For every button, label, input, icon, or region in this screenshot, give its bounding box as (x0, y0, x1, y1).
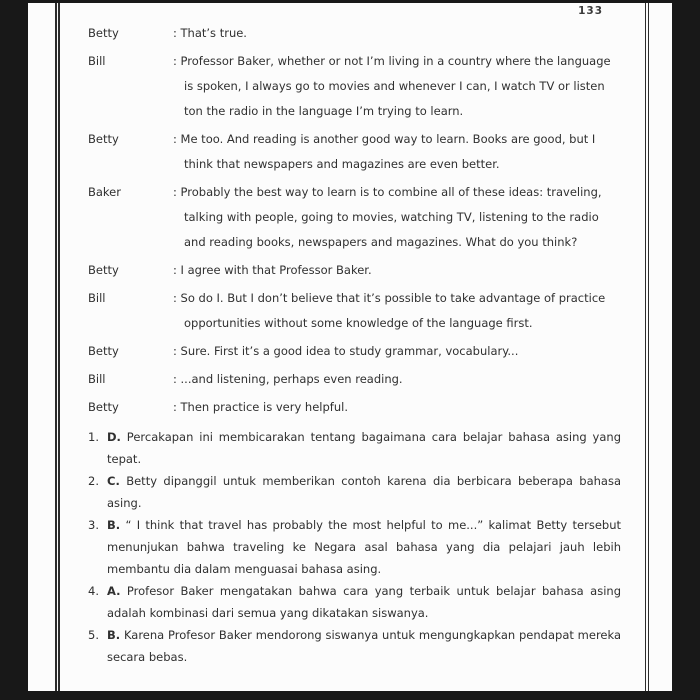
answer-number: 3. (88, 518, 99, 532)
answer-item (88, 580, 621, 624)
dialogue-text: ...and listening, perhaps even reading. (180, 372, 403, 386)
answer-item (88, 470, 621, 514)
dialogue-speaker: Betty (88, 263, 119, 277)
answer-number: 5. (88, 628, 99, 642)
answer-body (107, 426, 621, 470)
dialogue-colon: : (173, 291, 177, 305)
answer-item (88, 624, 621, 668)
dialogue-speaker: Bill (88, 54, 106, 68)
dialogue-speech (173, 367, 621, 392)
page-border-line-right (645, 3, 649, 691)
dialogue-colon: : (173, 185, 177, 199)
dialogue-row (88, 180, 621, 255)
dialogue-speaker: Bill (88, 291, 106, 305)
answer-number: 4. (88, 584, 99, 598)
dialogue-text: Me too. And reading is another good way to learn. Books are good, but I think that newspapers and magazines are even better. (180, 132, 596, 171)
dialogue-row (88, 49, 621, 124)
answer-letter: D. (107, 430, 121, 444)
dialogue-row (88, 127, 621, 177)
dialogue-speech (173, 286, 621, 336)
dialogue-colon: : (173, 344, 177, 358)
dialogue-colon: : (173, 26, 177, 40)
dialogue-speech (173, 127, 621, 177)
dialogue-speaker: Betty (88, 344, 119, 358)
answer-item (88, 426, 621, 470)
dialogue-text: So do I. But I don’t believe that it’s possible to take advantage of practice opportunities without some knowledge of the language first. (180, 291, 606, 330)
dialogue-row (88, 258, 621, 283)
dialogue-speech (173, 258, 621, 283)
answers-section (88, 426, 621, 668)
answer-body (107, 514, 621, 580)
dialogue-text: Probably the best way to learn is to combine all of these ideas: traveling, talking with people, going to movies, watching TV, listening to the radio and reading books, newspapers and magazines. What do you think? (180, 185, 602, 249)
dialogue-speech (173, 180, 621, 255)
dialogue-row (88, 21, 621, 46)
answer-text: “ I think that travel has probably the most helpful to me...” kalimat Betty tersebut menunjukan bahwa traveling ke Negara asal bahasa yang dia pelajari jauh lebih membantu dia dalam menguasai bahasa asing. (107, 518, 621, 576)
answer-letter: C. (107, 474, 120, 488)
dialogue-colon: : (173, 263, 177, 277)
answer-body (107, 624, 621, 668)
dialogue-text: Then practice is very helpful. (180, 400, 348, 414)
answer-body (107, 470, 621, 514)
dialogue-text: Sure. First it’s a good idea to study grammar, vocabulary... (180, 344, 519, 358)
answer-text: Karena Profesor Baker mendorong siswanya untuk mengungkapkan pendapat mereka secara bebas. (107, 628, 621, 664)
dialogue-row (88, 286, 621, 336)
dialogue-section (88, 3, 621, 420)
answer-text: Percakapan ini membicarakan tentang bagaimana cara belajar bahasa asing yang tepat. (107, 430, 621, 466)
dialogue-colon: : (173, 372, 177, 386)
answer-number: 1. (88, 430, 99, 444)
dialogue-text: Professor Baker, whether or not I’m living in a country where the language is spoken, I always go to movies and whenever I can, I watch TV or listen ton the radio in the language I’m trying to learn. (180, 54, 611, 118)
dialogue-colon: : (173, 132, 177, 146)
dialogue-speech (173, 395, 621, 420)
page-number: 133 (578, 5, 603, 17)
dialogue-speech (173, 49, 621, 124)
dialogue-speaker: Betty (88, 400, 119, 414)
answer-number: 2. (88, 474, 99, 488)
dialogue-speaker: Baker (88, 185, 121, 199)
dialogue-speaker: Betty (88, 132, 119, 146)
answer-letter: A. (107, 584, 121, 598)
dialogue-speaker: Betty (88, 26, 119, 40)
dialogue-row (88, 339, 621, 364)
answer-text: Profesor Baker mengatakan bahwa cara yang terbaik untuk belajar bahasa asing adalah kombinasi dari semua yang dikatakan siswanya. (107, 584, 621, 620)
answer-item (88, 514, 621, 580)
dialogue-speech (173, 339, 621, 364)
page-content (88, 3, 621, 691)
dialogue-speaker: Bill (88, 372, 106, 386)
dialogue-row (88, 367, 621, 392)
dialogue-colon: : (173, 54, 177, 68)
answer-letter: B. (107, 518, 121, 532)
answer-letter: B. (107, 628, 121, 642)
dialogue-colon: : (173, 400, 177, 414)
answer-text: Betty dipanggil untuk memberikan contoh karena dia berbicara beberapa bahasa asing. (107, 474, 622, 510)
book-page (28, 3, 672, 691)
dialogue-text: I agree with that Professor Baker. (180, 263, 372, 277)
page-border-line-left (55, 3, 60, 691)
answer-body (107, 580, 621, 624)
dialogue-text: That’s true. (180, 26, 247, 40)
dialogue-speech (173, 21, 621, 46)
dialogue-row (88, 395, 621, 420)
